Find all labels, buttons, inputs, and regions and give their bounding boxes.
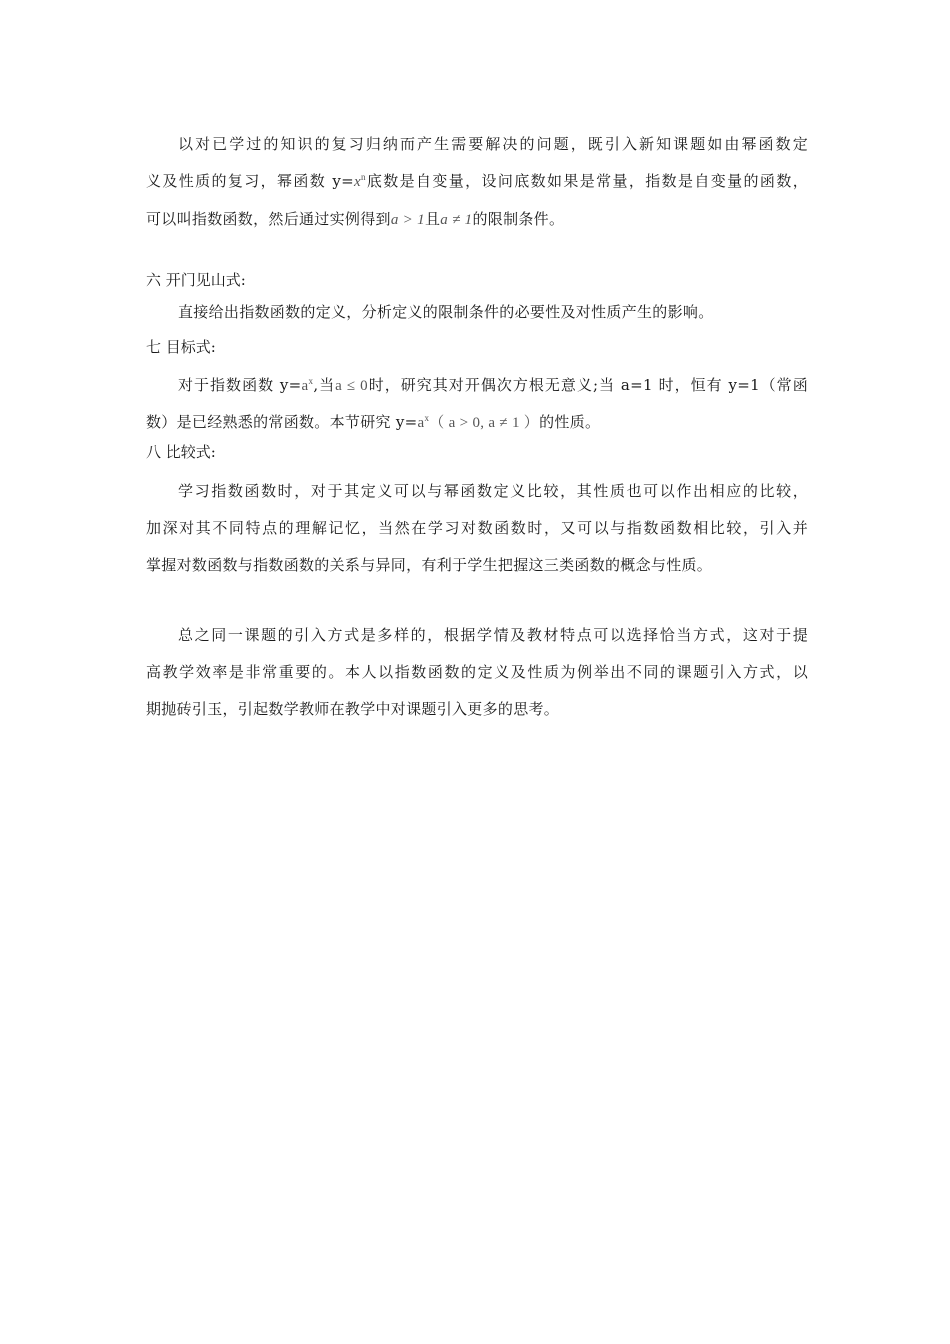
text-run: ,当 [313,376,336,394]
paragraph-line [146,404,808,441]
text-run: 的性质。 [539,413,601,431]
text-run: 的限制条件。 [472,210,565,228]
text-run: 期抛砖引玉，引起数学教师在教学中对课题引入更多的思考。 [146,700,560,718]
text-run: 且 [424,210,441,228]
paragraph-line [146,617,808,654]
text-run: 对于指数函数 y= [178,376,302,394]
paragraph-line [146,201,808,239]
paragraph-line [146,691,808,728]
paragraph-comparison-method [146,473,808,584]
paragraph-line [146,301,808,323]
paragraph-direct-method [146,301,808,323]
section-heading-6: 六 开门见山式: [146,271,246,289]
text-run: 总之同一课题的引入方式是多样的，根据学情及教材特点可以选择恰当方式，这对于提 [178,626,808,644]
text-run: 以对已学过的知识的复习归纳而产生需要解决的问题，既引入新知课题如由幂函数定 [178,135,808,153]
math-expression: a ≠ 1 [440,212,473,228]
text-run: 高教学效率是非常重要的。本人以指数函数的定义及性质为例举出不同的课题引入方式，以 [146,663,808,681]
paragraph-line [146,163,808,201]
section-heading-8: 八 比较式: [146,443,216,461]
text-run: 学习指数函数时，对于其定义可以与幂函数定义比较，其性质也可以作出相应的比较， [178,482,808,500]
math-expression: a ≤ 0 [335,378,368,394]
text-run: 时，研究其对开偶次方根无意义;当 a=1 时，恒有 y=1（常函 [367,376,809,394]
paragraph-review-method [146,126,808,239]
math-expression: a > 1 [390,212,425,228]
section-heading-7: 七 目标式: [146,338,216,356]
paragraph-line [146,367,808,404]
text-run: 掌握对数函数与指数函数的关系与异同，有利于学生把握这三类函数的概念与性质。 [146,556,713,574]
paragraph-line [146,654,808,691]
text-run: 直接给出指数函数的定义，分析定义的限制条件的必要性及对性质产生的影响。 [178,303,714,321]
paragraph-conclusion [146,617,808,728]
math-expression: （ a > 0, a ≠ 1 ） [429,415,540,431]
text-run: 底数是自变量，设问底数如果是常量，指数是自变量的函数， [365,172,808,190]
math-exponent: x [308,376,314,386]
paragraph-line [146,547,808,584]
math-exponent: n [360,172,366,182]
paragraph-line [146,510,808,547]
text-run: 加深对其不同特点的理解记忆，当然在学习对数函数时，又可以与指数函数相比较，引入并 [146,519,808,537]
paragraph-goal-method [146,367,808,441]
math-variable: x [353,174,361,190]
math-base: a [301,378,309,394]
text-run: 可以叫指数函数，然后通过实例得到 [146,210,391,228]
math-exponent: x [424,413,430,423]
paragraph-line [146,473,808,510]
text-run: 义及性质的复习，幂函数 y= [146,172,354,190]
text-run: 数）是已经熟悉的常函数。本节研究 y= [146,413,418,431]
paragraph-line [146,126,808,163]
math-base: a [417,415,425,431]
